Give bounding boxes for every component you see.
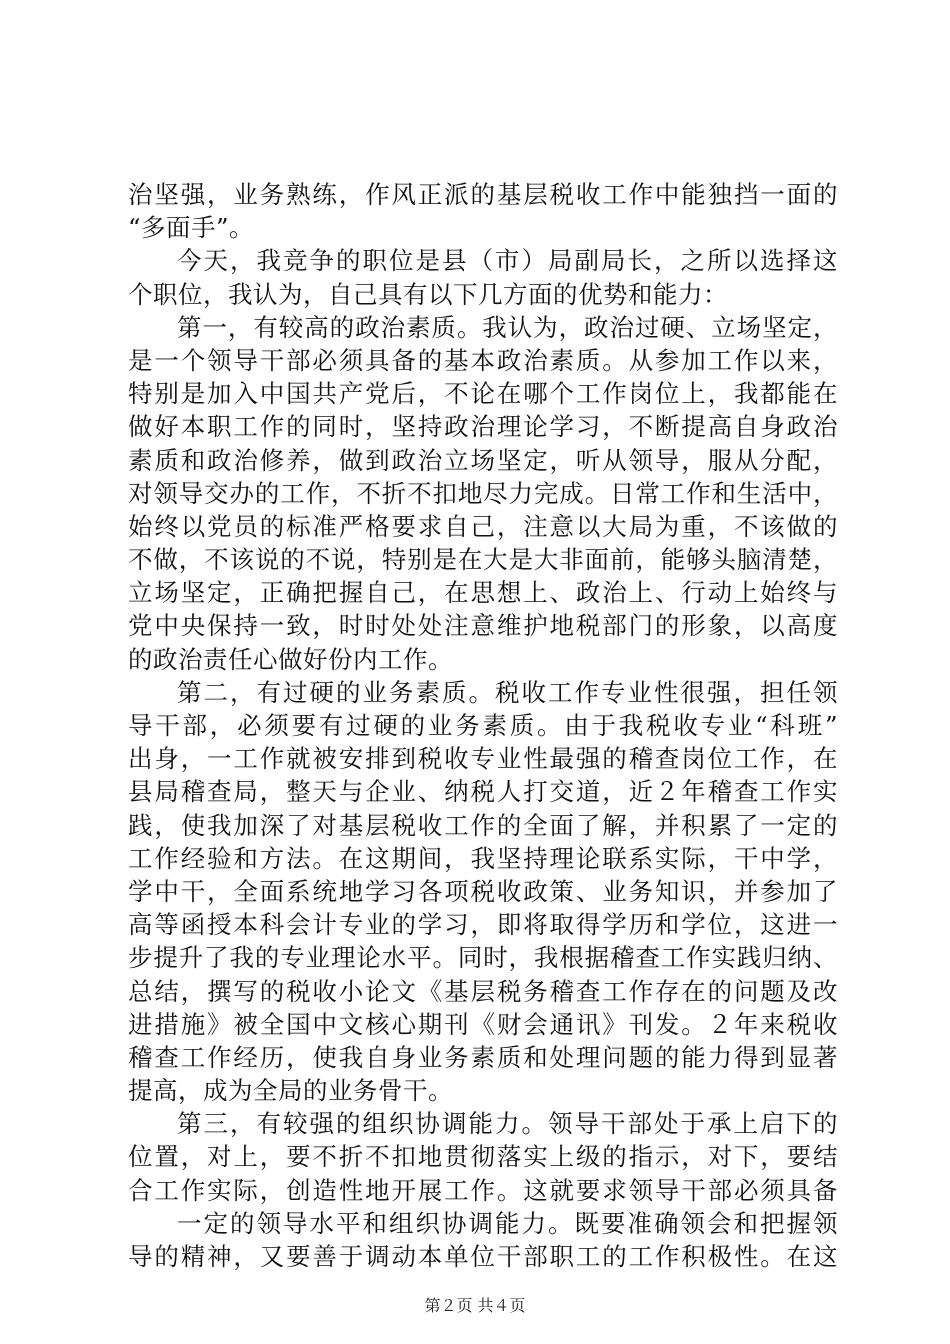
text-line: 提高，成为全局的业务骨干。 (128, 1076, 453, 1106)
text-line: 位置，对上，要不折不扣地贯彻落实上级的指示，对下，要结 (128, 1142, 838, 1172)
text-line: 治坚强，业务熟练，作风正派的基层税收工作中能独挡一面的 (128, 180, 838, 209)
text-line: 践，使我加深了对基层税收工作的全面了解，并积累了一定的 (128, 810, 838, 840)
text-line: 步提升了我的专业理论水平。同时，我根据稽查工作实践归纳、 (128, 943, 838, 973)
text-line: 始终以党员的标准严格要求自己，注意以大局为重，不该做的 (128, 511, 838, 541)
text-line: 县局稽查局，整天与企业、纳税人打交道，近２年稽查工作实 (128, 777, 838, 807)
text-line: 高等函授本科会计专业的学习，即将取得学历和学位，这进一 (128, 910, 838, 940)
text-line: 第三，有较强的组织协调能力。领导干部处于承上启下的 (177, 1109, 838, 1139)
text-line: 的政治责任心做好份内工作。 (128, 644, 453, 674)
text-line: 对领导交办的工作，不折不扣地尽力完成。日常工作和生活中， (128, 478, 838, 508)
text-line: 党中央保持一致，时时处处注意维护地税部门的形象，以高度 (128, 611, 838, 641)
text-line: 今天，我竞争的职位是县（市）局副局长，之所以选择这 (177, 246, 838, 276)
text-line: 导的精神，又要善于调动本单位干部职工的工作积极性。在这 (128, 1242, 838, 1271)
text-line: 做好本职工作的同时，坚持政治理论学习，不断提高自身政治 (128, 412, 838, 442)
text-line: 进措施》被全国中文核心期刊《财会通讯》刊发。２年来税收 (128, 1009, 838, 1039)
text-line: 第二，有过硬的业务素质。税收工作专业性很强，担任领 (177, 677, 838, 707)
text-line: 是一个领导干部必须具备的基本政治素质。从参加工作以来， (128, 345, 838, 375)
text-line: “多面手”。 (128, 213, 255, 243)
text-line: 立场坚定，正确把握自己，在思想上、政治上、行动上始终与 (128, 578, 838, 608)
text-line: 合工作实际，创造性地开展工作。这就要求领导干部必须具备 (128, 1175, 838, 1205)
text-line: 导干部，必须要有过硬的业务素质。由于我税收专业“科班” (128, 711, 838, 740)
page-footer: 第２页 共４页 (424, 1296, 526, 1315)
text-line: 一定的领导水平和组织协调能力。既要准确领会和把握领 (177, 1208, 838, 1238)
text-line: 学中干，全面系统地学习各项税收政策、业务知识，并参加了 (128, 876, 838, 906)
text-line: 素质和政治修养，做到政治立场坚定，听从领导，服从分配， (128, 445, 838, 475)
text-line: 特别是加入中国共产党后，不论在哪个工作岗位上，我都能在 (128, 379, 838, 409)
text-line: 工作经验和方法。在这期间，我坚持理论联系实际，干中学， (128, 843, 838, 873)
text-line: 个职位，我认为，自己具有以下几方面的优势和能力： (128, 279, 728, 309)
text-line: 第一，有较高的政治素质。我认为，政治过硬、立场坚定， (177, 312, 838, 342)
text-line: 总结，撰写的税收小论文《基层税务稽查工作存在的问题及改 (128, 976, 838, 1006)
text-line: 不做，不该说的不说，特别是在大是大非面前，能够头脑清楚， (128, 545, 838, 575)
document-body (128, 178, 838, 1273)
text-line: 稽查工作经历，使我自身业务素质和处理问题的能力得到显著 (128, 1042, 838, 1072)
text-line: 出身，一工作就被安排到税收专业性最强的稽查岗位工作，在 (128, 744, 838, 774)
